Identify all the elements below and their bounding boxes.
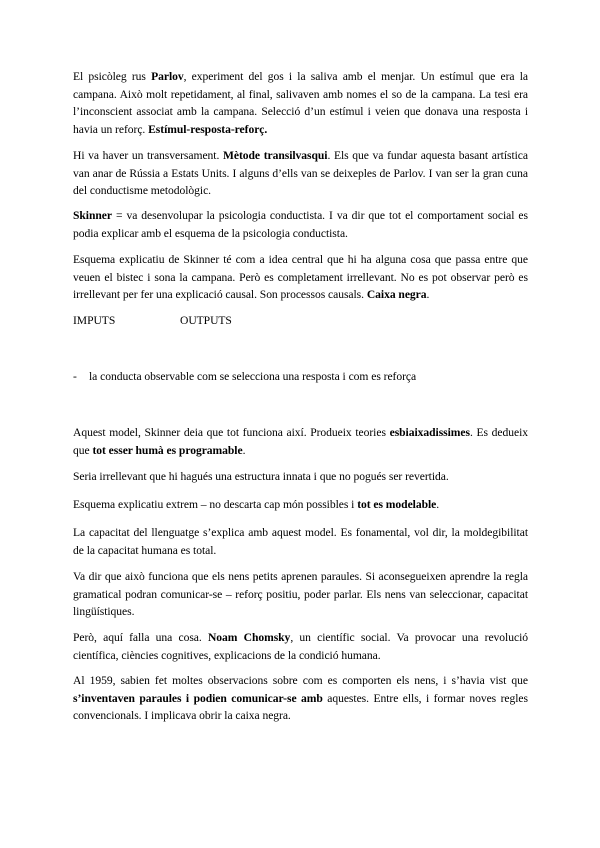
text-run: aquestes. Entre ells, i formar noves regles convencionals. I implicava obrir la caixa negra. [73, 691, 528, 722]
text-run: , un científic social. Va provocar una revolució científica, ciències cognitives, explicacions de la condició humana. [73, 631, 528, 662]
paragraph-nens [73, 568, 528, 621]
text-run: . [426, 288, 430, 301]
paragraph-extrem [73, 496, 528, 514]
paragraph-llenguatge [73, 524, 528, 559]
bold-term-inventaven: s’inventaven paraules i podien comunicar-se amb [73, 691, 323, 705]
paragraph-irrellevant [73, 468, 528, 486]
inputs-outputs-line [73, 312, 528, 330]
bullet-dash: - [73, 370, 77, 383]
paragraph-transversament [73, 147, 528, 200]
text-run: Esquema explicatiu de Skinner té com a idea central que hi ha alguna cosa que passa entre que veuen el bistec i sona la campana. Però es completament irrellevant. No es pot observar però es irrellevant per fer una explicació causal. Son processos causals. [73, 253, 528, 301]
bold-term-caixa-negra: Caixa negra [366, 288, 427, 301]
paragraph-1959 [73, 672, 528, 725]
bullet-item [73, 368, 528, 386]
text-run: . [242, 443, 246, 457]
paragraph-skinner [73, 207, 528, 242]
text-run: Aquest model, Skinner deia que tot funciona així. Produeix teories [73, 426, 390, 439]
text-run: . Els que va fundar aquesta basant artística van anar de Rússia a Estats Units. I alguns d’ells van se deixeples de Parlov. I van ser la gran cuna del conductisme metodològic. [73, 149, 528, 197]
text-run: Va dir que això funciona que els nens petits aprenen paraules. Si aconsegueixen aprendre la regla gramatical podran comunicar-se – reforç positiu, poder parlar. Els nens van seleccionar, capacitat lingüístiques. [73, 570, 528, 618]
bold-term-programable: tot esser humà es programable [92, 443, 243, 457]
paragraph-chomsky [73, 629, 528, 664]
text-run: . [436, 498, 440, 511]
text-run: El psicòleg rus [73, 70, 152, 83]
text-run: . Es dedueix que [73, 426, 529, 457]
bold-term-estimul: Estímul-resposta-reforç. [148, 122, 268, 136]
paragraph-model [73, 424, 528, 459]
bold-term-esbiaixadissimes: esbiaixadissimes [389, 426, 470, 439]
bold-term-skinner: Skinner [73, 209, 112, 222]
text-run: Seria irrellevant que hi hagués una estructura innata i que no pogués ser revertida. [73, 470, 449, 483]
text-run: La capacitat del llenguatge s’explica amb aquest model. Es fonamental, vol dir, la moldegibilitat de la capacitat humana es total. [73, 526, 528, 557]
text-run: Hi va haver un transversament. [73, 149, 223, 162]
bold-term-parlov: Parlov [151, 70, 184, 83]
inputs-label: IMPUTS [73, 314, 116, 327]
bold-term-metode: Mètode transilvasqui [222, 149, 328, 162]
outputs-label: OUTPUTS [180, 314, 232, 327]
bullet-text: la conducta observable com se selecciona una resposta i com es reforça [89, 370, 417, 383]
bold-term-chomsky: Noam Chomsky [207, 631, 291, 644]
paragraph-esquema [73, 251, 528, 304]
bold-term-modelable: tot es modelable [357, 498, 437, 511]
text-run: = va desenvolupar la psicologia conductista. I va dir que tot el comportament social es podia explicar amb el esquema de la psicologia conductista. [73, 209, 528, 240]
text-run: Però, aquí falla una cosa. [73, 631, 208, 644]
text-run: Esquema explicatiu extrem – no descarta cap món possibles i [73, 498, 358, 511]
paragraph-parlov [73, 68, 528, 138]
text-run: , experiment del gos i la saliva amb el menjar. Un estímul que era la campana. Això molt repetidament, al final, salivaven amb nomes el so de la campana. La tesi era l’inconscient associat amb la campana. Selecció d’un estímul i veien que donava una resposta i havia un reforç. [73, 70, 528, 136]
text-run: Al 1959, sabien fet moltes observacions sobre com es comporten els nens, i s’havia vist que [73, 674, 528, 687]
